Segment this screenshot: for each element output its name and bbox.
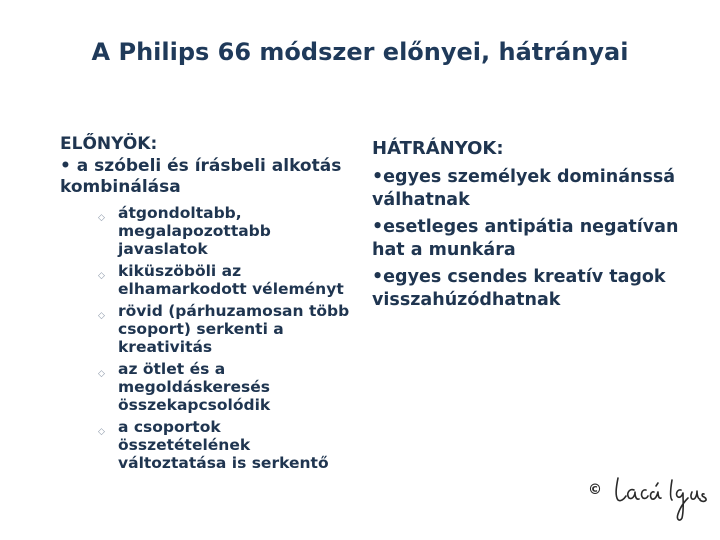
list-item: [60, 360, 350, 414]
list-item: [60, 302, 350, 356]
list-item-text: rövid (párhuzamosan több csoport) serkenti a kreativitás: [118, 302, 350, 356]
advantages-sub-list: [60, 204, 350, 472]
list-item-text: kiküszöböli az elhamarkodott véleményt: [118, 262, 344, 298]
list-item-text: a csoportok összetételének változtatása is serkentő: [118, 418, 329, 472]
list-item: [60, 204, 350, 258]
diamond-bullet-icon: ◇: [98, 271, 105, 281]
author-signature: [588, 466, 712, 526]
list-item: [60, 262, 350, 298]
disadvantage-bullet: •esetleges antipátia negatívan hat a munkára: [372, 217, 679, 260]
diamond-bullet-icon: ◇: [98, 213, 105, 223]
handwritten-signature-icon: [588, 466, 712, 526]
disadvantage-bullet: •egyes csendes kreatív tagok visszahúzódhatnak: [372, 267, 666, 310]
disadvantages-column: [372, 136, 692, 312]
slide-title: A Philips 66 módszer előnyei, hátrányai: [91, 38, 629, 66]
advantages-heading: ELŐNYÖK:: [60, 134, 158, 154]
diamond-bullet-icon: ◇: [98, 427, 105, 437]
list-item: [60, 418, 350, 472]
advantages-column: [60, 132, 350, 476]
disadvantages-heading: HÁTRÁNYOK:: [372, 138, 504, 159]
disadvantage-bullet: •egyes személyek dominánssá válhatnak: [372, 167, 676, 210]
copyright-symbol: ©: [588, 482, 602, 498]
diamond-bullet-icon: ◇: [98, 369, 105, 379]
list-item-text: átgondoltabb, megalapozottabb javaslatok: [118, 204, 271, 258]
diamond-bullet-icon: ◇: [98, 311, 105, 321]
list-item-text: az ötlet és a megoldáskeresés összekapcsolódik: [118, 360, 271, 414]
advantages-main-bullet: • a szóbeli és írásbeli alkotás kombinálása: [60, 156, 342, 197]
